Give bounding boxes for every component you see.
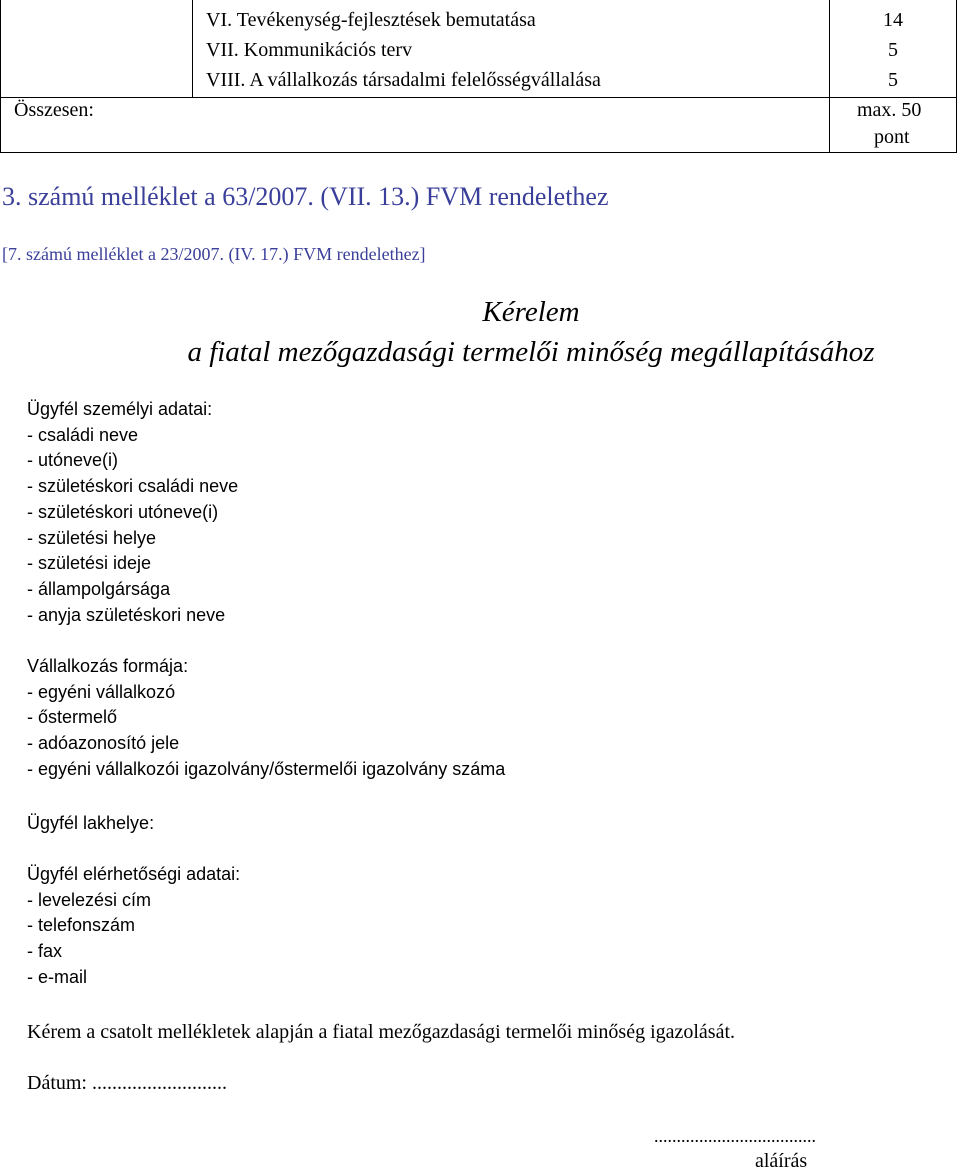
list-item: - családi neve <box>27 424 139 445</box>
contact-section <box>27 862 240 991</box>
list-item: - levelezési cím <box>27 889 152 910</box>
list-item: - anyja születéskori neve <box>27 604 226 625</box>
table-border-left <box>0 0 1 153</box>
business-form-section <box>27 654 505 783</box>
table-total-label: Összesen: <box>14 99 94 121</box>
score-table <box>0 0 957 153</box>
list-item: - telefonszám <box>27 915 136 936</box>
table-divider-label <box>192 0 193 98</box>
contact-header: Ügyfél elérhetőségi adatai: <box>27 864 241 884</box>
table-divider-total <box>0 97 957 98</box>
list-item: - adóazonosító jele <box>27 733 180 754</box>
table-row-points: 5 <box>888 39 898 61</box>
request-text: Kérem a csatolt mellékletek alapján a fiatal mezőgazdasági termelői minőség igazolását. <box>27 1021 736 1043</box>
annex-heading: 3. számú melléklet a 63/2007. (VII. 13.) FVM rendelethez <box>2 182 609 211</box>
date-field: Dátum: ........................... <box>27 1072 227 1094</box>
table-row-label: VI. Tevékenység-fejlesztések bemutatása <box>206 9 536 31</box>
list-item: - születéskori utóneve(i) <box>27 501 219 522</box>
personal-data-header: Ügyfél személyi adatai: <box>27 399 213 419</box>
business-form-header: Vállalkozás formája: <box>27 656 189 676</box>
list-item: - egyéni vállalkozó <box>27 681 176 702</box>
residence-label: Ügyfél lakhelye: <box>27 813 155 833</box>
table-row-label: VIII. A vállalkozás társadalmi felelősségvállalása <box>206 69 601 91</box>
list-item: - állampolgársága <box>27 578 171 599</box>
personal-data-section <box>27 397 238 628</box>
table-divider-points <box>829 0 830 153</box>
list-item: - utóneve(i) <box>27 450 119 471</box>
list-item: - egyéni vállalkozói igazolvány/őstermelői igazolvány száma <box>27 758 506 779</box>
annex-subheading: [7. számú melléklet a 23/2007. (IV. 17.) FVM rendelethez] <box>2 244 426 264</box>
signature-label: aláírás <box>755 1150 808 1172</box>
table-border-right <box>956 0 957 153</box>
table-row-points: 5 <box>888 69 898 91</box>
list-item: - születési helye <box>27 527 157 548</box>
list-item: - születési ideje <box>27 553 152 574</box>
list-item: - őstermelő <box>27 707 118 728</box>
list-item: - születéskori családi neve <box>27 476 239 497</box>
table-row-points: 14 <box>883 9 903 31</box>
table-total-unit: pont <box>874 126 910 148</box>
list-item: - e-mail <box>27 966 88 987</box>
table-row-label: VII. Kommunikációs terv <box>206 39 413 61</box>
table-total-points: max. 50 <box>857 99 922 121</box>
form-subtitle: a fiatal mezőgazdasági termelői minőség megállapításához <box>187 336 875 368</box>
form-title: Kérelem <box>482 296 580 328</box>
signature-line: .................................... <box>654 1126 816 1146</box>
list-item: - fax <box>27 941 63 962</box>
